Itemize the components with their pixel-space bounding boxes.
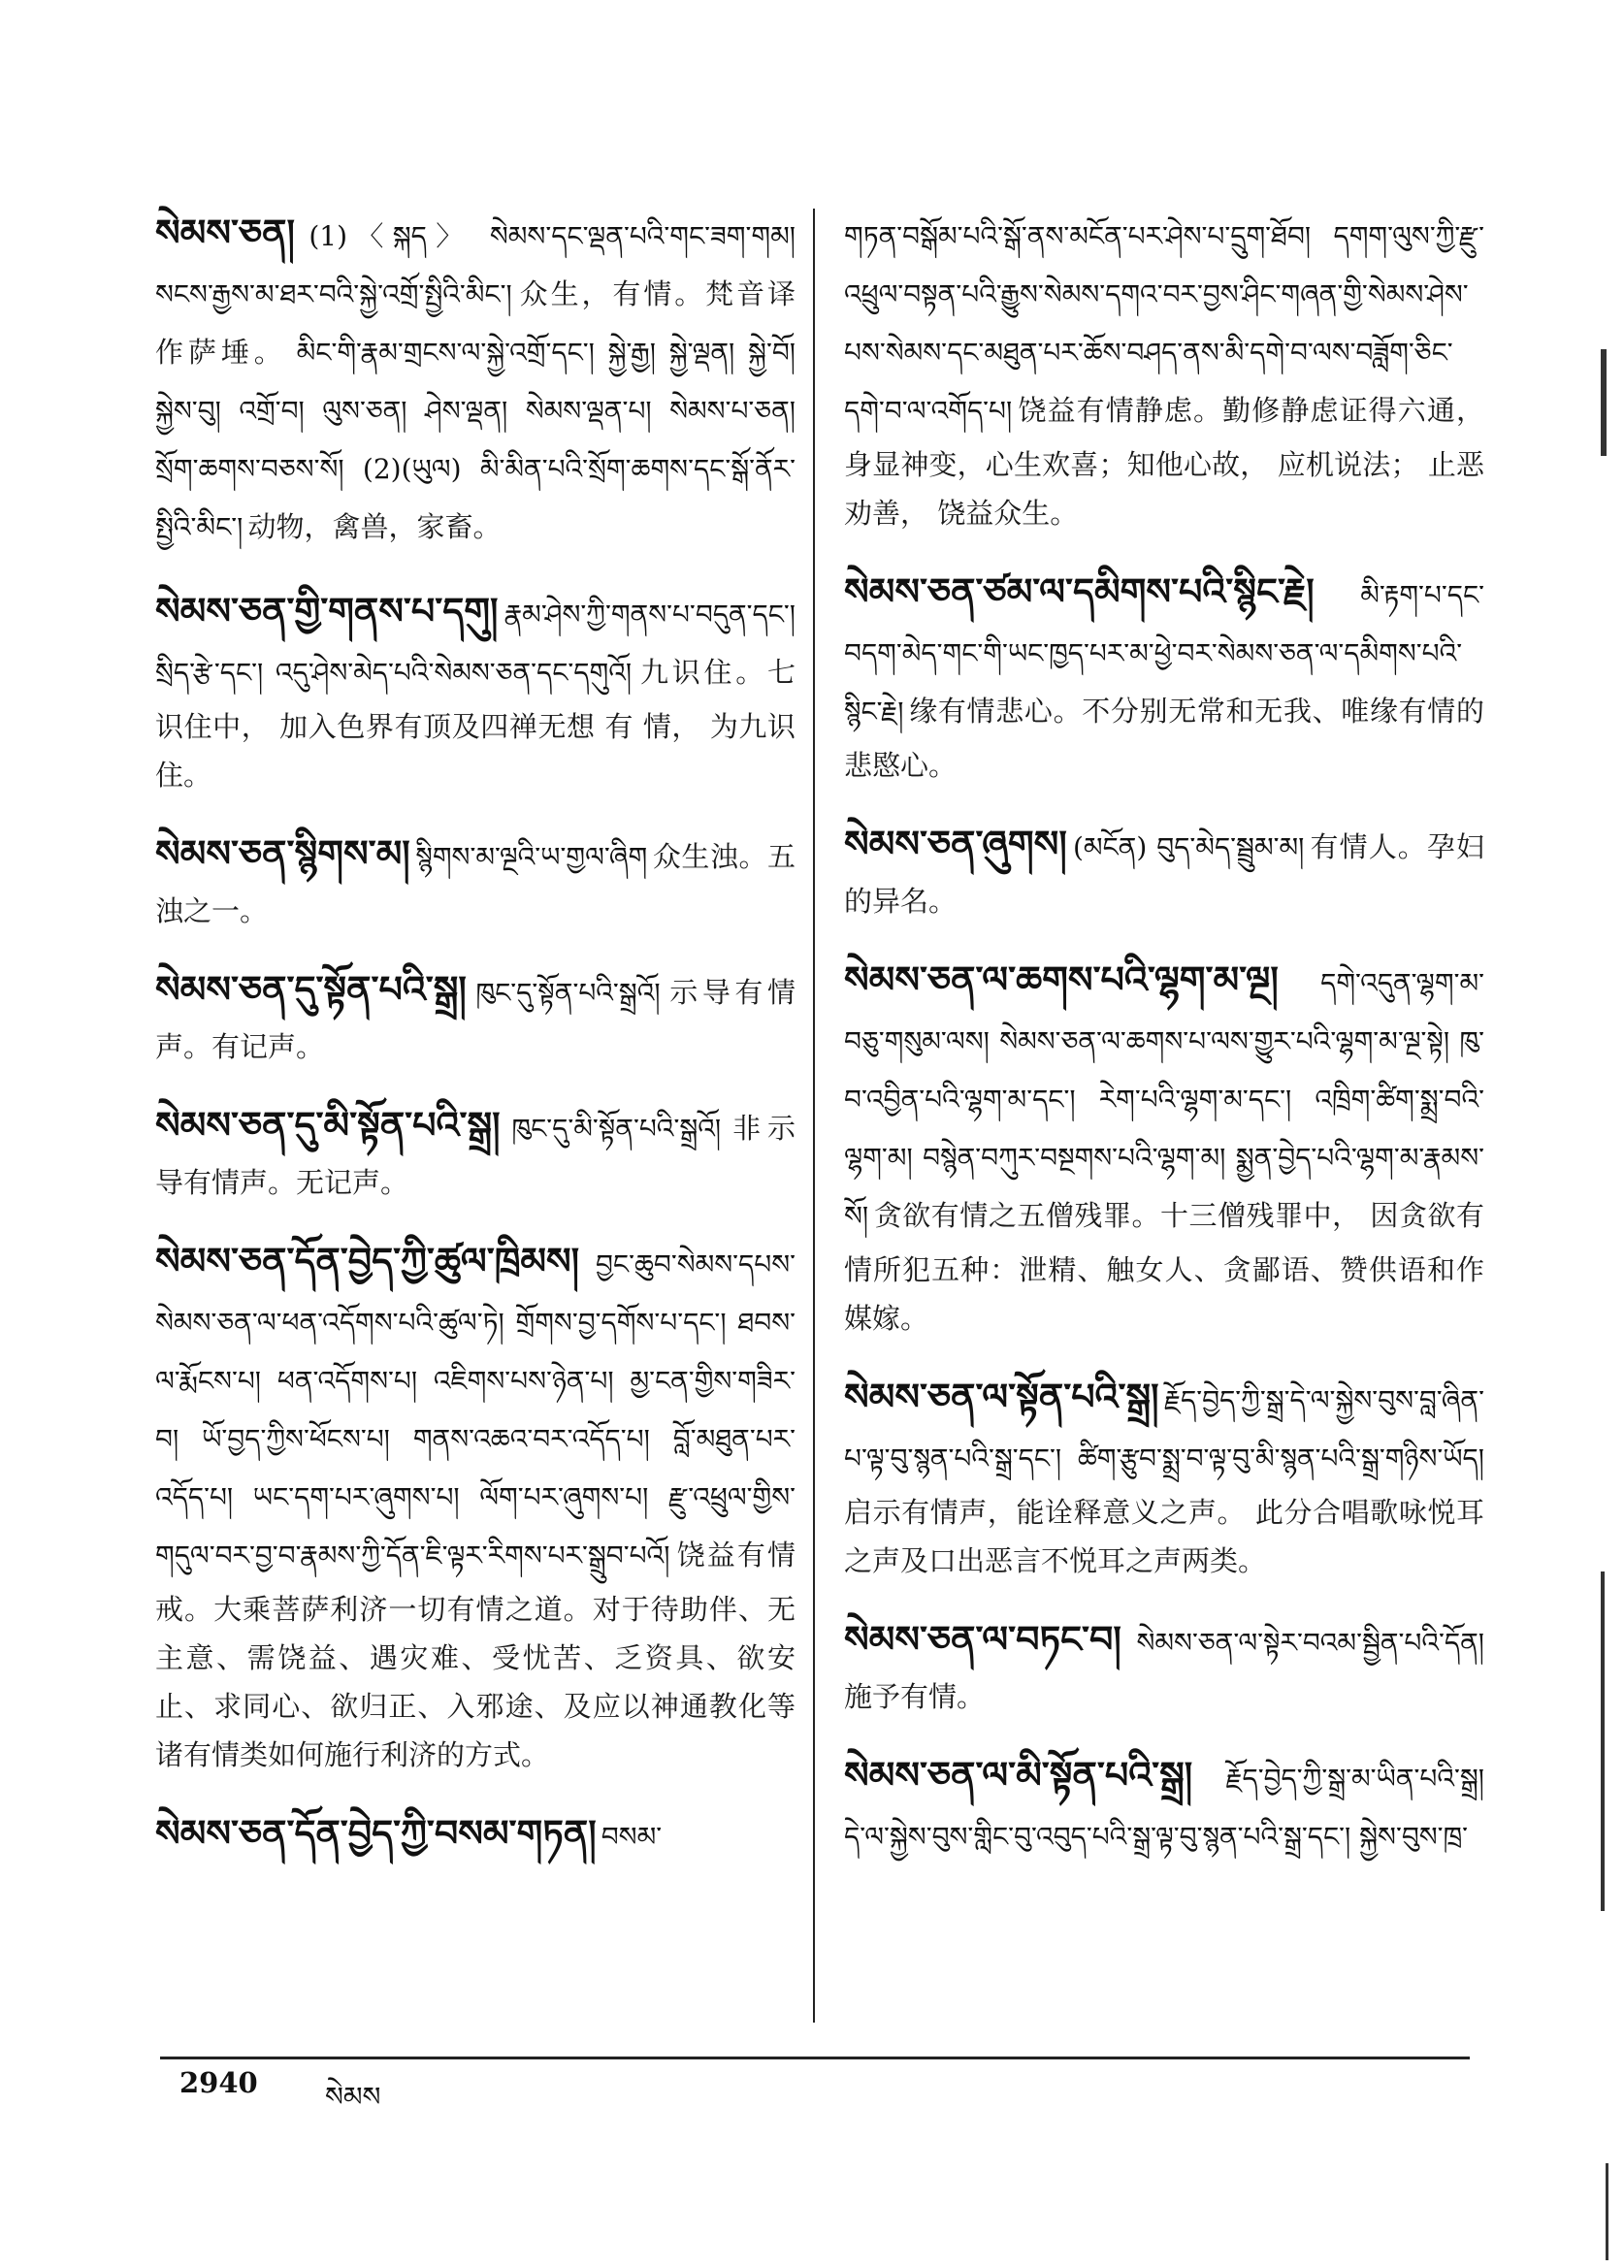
entry-tibetan-definition: རྣམ་ཤེས་ཀྱི་གནས་པ་བདུན་དང་། སྲིད་རྩེ་དང་། འདུ་ཤེས་མེད་པའི་སེམས་ཅན་དང་དགུའོ། <box>155 599 796 689</box>
dictionary-entry <box>844 1746 1484 1866</box>
entry-tibetan-definition: (1)〈སྐད〉 སེམས་དང་ལྡན་པའི་གང་ཟག་གམ། སངས་རྒྱས་མ་ཐར་བའི་སྐྱེ་འགྲོ་སྤྱིའི་མིང་། <box>155 220 796 310</box>
entry-chinese-definition: 非示导有情声。无记声。 <box>155 1112 796 1199</box>
dictionary-entry <box>844 204 1484 537</box>
entry-headword: སེམས་ཅན་ཞུགས། <box>844 822 1067 865</box>
entry-chinese-definition: 施予有情。 <box>844 1680 986 1713</box>
entry-chinese-definition: 缘有情悲心。不分别无常和无我、唯缘有情的悲愍心。 <box>844 695 1484 782</box>
dictionary-entry <box>155 960 796 1071</box>
entry-tibetan-definition: སེམས་ཅན་ལ་སྟེར་བའམ་སྦྱིན་པའི་དོན། <box>1136 1627 1484 1659</box>
page-number: 2940 <box>179 2066 258 2099</box>
entry-chinese-definition: 众生，有情。梵音译作萨埵。 <box>155 277 796 369</box>
entry-chinese-definition: 有情人。孕妇的异名。 <box>844 830 1484 918</box>
scan-edge-mark <box>1601 349 1607 456</box>
entry-headword: སེམས་ཅན་དུ་མི་སྟོན་པའི་སྒྲ། <box>155 1103 501 1147</box>
entry-tibetan-definition: སྙིགས་མ་ལྔའི་ཡ་གྱལ་ཞིག <box>415 841 648 873</box>
entry-tibetan-definition: བྱང་ཆུབ་སེམས་དཔས་སེམས་ཅན་ལ་ཕན་འདོགས་པའི་ཚུལ་ཏེ། གྲོགས་བྱ་དགོས་པ་དང་། ཐབས་ལ་རྨོངས་པ། ཕན་འདོགས་པ། འཇིགས་པས་ཉེན་པ། མྱ་ངན་གྱིས་གཟིར་བ། ཡོ་བྱད་ཀྱིས་ཕོངས་པ། གནས་འཆའ་བར་འདོད་པ། བློ་མཐུན་པར་འདོད་པ། ཡང་དག་པར་ཞུགས་པ། ལོག་པར་ཞུགས་པ། རྫུ་འཕྲུལ་གྱིས་གདུལ་བར་བྱ་བ་རྣམས་ཀྱི་དོན་ཇི་ལྟར་རིགས་པར་སྒྲུབ་པའོ། <box>155 1248 796 1571</box>
dictionary-entry <box>844 1368 1484 1585</box>
entry-headword: སེམས་ཅན་ལ་མི་སྟོན་པའི་སྒྲ། <box>844 1753 1193 1797</box>
running-head: སེམས <box>325 2081 381 2113</box>
right-column <box>844 204 1484 1892</box>
entry-headword: སེམས་ཅན་ཙམ་ལ་དམིགས་པའི་སྙིང་རྗེ། <box>844 569 1315 613</box>
dictionary-entry <box>844 1610 1484 1721</box>
dictionary-entry <box>155 825 796 935</box>
entry-tibetan-synonyms: མིང་གི་རྣམ་གྲངས་ལ་སྐྱེ་འགྲོ་དང་། སྐྱེ་རྒྱ། སྐྱེ་ལྡན། སྐྱེ་བོ། སྐྱེས་བུ། འགྲོ་བ། ལུས་ཅན། ཤེས་ལྡན། སེམས་ལྡན་པ། སེམས་པ་ཅན། སྲོག་ཆགས་བཅས་སོ། (2)(ཡུལ) མི་མིན་པའི་སྲོག་ཆགས་དང་སྒོ་ནོར་སྤྱིའི་མིང་། <box>155 337 796 543</box>
entry-headword: སེམས་ཅན་དོན་བྱེད་ཀྱི་བསམ་གཏན། <box>155 1811 597 1855</box>
dictionary-entry <box>155 1804 796 1866</box>
dictionary-entry <box>844 563 1484 790</box>
dictionary-entry <box>155 1232 796 1779</box>
entry-tibetan-definition: ཁུང་དུ་སྟོན་པའི་སྒྲའོ། <box>475 977 661 1009</box>
entry-headword: སེམས་ཅན་དུ་སྟོན་པའི་སྒྲ། <box>155 967 467 1011</box>
entry-headword: སེམས་ཅན་ལ་ཆགས་པའི་ལྷག་མ་ལྔ། <box>844 957 1279 1001</box>
entry-headword: སེམས་ཅན་གྱི་གནས་པ་དགུ། <box>155 589 499 632</box>
entry-headword: སེམས་ཅན། <box>155 211 295 254</box>
entry-chinese-definition: 饶益有情静虑。勤修静虑证得六通， 身显神变，心生欢喜；知他心故， 应机说法； 止恶劝善， 饶益众生。 <box>844 394 1484 530</box>
dictionary-entry <box>155 582 796 799</box>
dictionary-entry <box>155 1096 796 1207</box>
footer-rule <box>160 2057 1470 2059</box>
entry-chinese-definition: 九识住。七识住中， 加入色界有顶及四禅无想 有 情， 为九识住。 <box>155 656 796 792</box>
dictionary-entry <box>155 204 796 557</box>
entry-tibetan-definition: ཁུང་དུ་མི་སྟོན་པའི་སྒྲའོ། <box>511 1113 722 1145</box>
entry-tibetan-definition: བསམ་ <box>601 1821 663 1853</box>
entry-headword: སེམས་ཅན་དོན་བྱེད་ཀྱི་ཚུལ་ཁྲིམས། <box>155 1239 580 1282</box>
column-divider <box>813 209 815 2023</box>
entry-tibetan-definition: གཏན་བསྒོམ་པའི་སྒོ་ནས་མངོན་པར་ཤེས་པ་དྲུག་ཐོབ། དགག་ལུས་ཀྱི་རྫུ་འཕྲུལ་བསྟན་པའི་རྒྱུས་སེམས་དགའ་བར་བྱས་ཤིང་གཞན་གྱི་སེམས་ཤེས་པས་སེམས་དང་མཐུན་པར་ཆོས་བཤད་ནས་མི་དགེ་བ་ལས་བཟློག་ཅིང་དགེ་བ་ལ་འགོད་པ། <box>844 220 1484 427</box>
entry-chinese-definition: 众生浊。五浊之一。 <box>155 840 796 927</box>
entry-tibetan-definition: (མངོན) བུད་མེད་སྦྲུམ་མ། <box>1072 831 1305 863</box>
entry-headword: སེམས་ཅན་ལ་བཏང་བ། <box>844 1617 1121 1661</box>
entry-chinese-definition: 贪欲有情之五僧残罪。十三僧残罪中， 因贪欲有情所犯五种：泄精、触女人、贪鄙语、赞供语和作媒嫁。 <box>844 1199 1484 1335</box>
entry-tibetan-definition: དགེ་འདུན་ལྷག་མ་བཅུ་གསུམ་ལས། སེམས་ཅན་ལ་ཆགས་པ་ལས་གྱུར་པའི་ལྷག་མ་ལྔ་སྟེ། ཁུ་བ་འབྱིན་པའི་ལྷག་མ་དང་། རེག་པའི་ལྷག་མ་དང་། འཁྲིག་ཚིག་སྨྲ་བའི་ལྷག་མ། བསྙེན་བཀུར་བསྔགས་པའི་ལྷག་མ། སྨྱན་བྱེད་པའི་ལྷག་མ་རྣམས་སོ། <box>844 967 1484 1232</box>
scan-edge-mark <box>1606 2163 1608 2260</box>
entry-tibetan-definition: མི་རྟག་པ་དང་བདག་མེད་གང་གི་ཡང་ཁྱད་པར་མ་ཕྱེ་བར་སེམས་ཅན་ལ་དམིགས་པའི་སྙིང་རྗེ། <box>844 579 1484 728</box>
entry-headword: སེམས་ཅན་ལ་སྟོན་པའི་སྒྲ། <box>844 1375 1159 1418</box>
entry-tibetan-definition: རྗོད་བྱེད་ཀྱི་སྒྲ་དེ་ལ་སྐྱེས་བུས་བླ་ཞིན་པ་ལྟ་བུ་སྙན་པའི་སྒྲ་དང་། ཚིག་རྩུབ་སྨྲ་བ་ལྟ་བུ་མི་སྙན་པའི་སྒྲ་གཉིས་ཡོད། <box>844 1384 1484 1474</box>
entry-headword: སེམས་ཅན་སྙིགས་མ། <box>155 831 410 875</box>
entry-tibetan-definition: རྗོད་བྱེད་ཀྱི་སྒྲ་མ་ཡིན་པའི་སྒྲ། དེ་ལ་སྐྱེས་བུས་གླིང་བུ་འབུད་པའི་སྒྲ་ལྟ་བུ་སྙན་པའི་སྒྲ་དང་། སྐྱེས་བུས་ཁྲ་ <box>844 1763 1484 1853</box>
entry-chinese-definition: 示导有情声。有记声。 <box>155 976 796 1063</box>
entry-chinese-definition: 饶益有情戒。大乘菩萨利济一切有情之道。对于待助伴、无主意、需饶益、遇灾难、受忧苦、乏资具、欲安止、求同心、欲归正、入邪途、及应以神通教化等诸有情类如何施行利济的方式。 <box>155 1539 796 1771</box>
entry-chinese-gloss: 动物，禽兽，家畜。 <box>247 510 502 543</box>
entry-chinese-definition: 启示有情声，能诠释意义之声。 此分合唱歌咏悦耳之声及口出恶言不悦耳之声两类。 <box>844 1496 1484 1577</box>
scan-edge-mark <box>1601 1571 1605 1911</box>
dictionary-entry <box>844 951 1484 1343</box>
dictionary-entry <box>844 815 1484 925</box>
left-column <box>155 204 796 1892</box>
